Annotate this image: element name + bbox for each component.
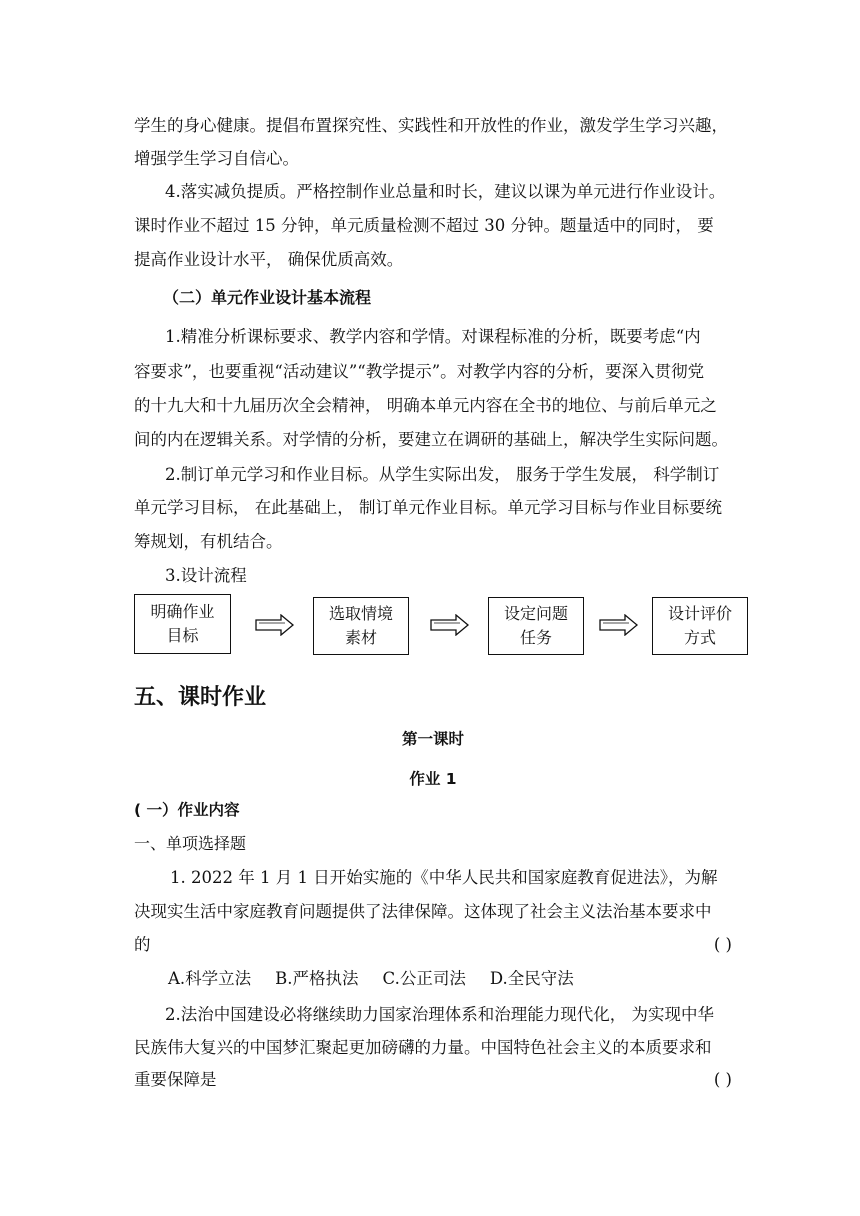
question-1-line: 1. 2022 年 1 月 1 日开始实施的《中华人民共和国家庭教育促进法》，为解	[170, 868, 718, 887]
flow-step-3: 设定问题 任务	[488, 597, 584, 655]
question-2-line: 重要保障是 ( )	[134, 1070, 732, 1089]
part-heading: 一、单项选择题	[134, 834, 247, 853]
item-3-label: 3.设计流程	[165, 566, 247, 585]
option-a: A.科学立法	[168, 969, 252, 988]
item-1-line: 1.精准分析课标要求、教学内容和学情。对课程标准的分析，既要考虑“内	[165, 327, 701, 346]
item-4-line: 提高作业设计水平， 确保优质高效。	[134, 250, 404, 269]
answer-bracket: ( )	[713, 1070, 732, 1089]
item-2-line: 筹规划，有机结合。	[134, 532, 283, 551]
option-b: B.严格执法	[275, 969, 359, 988]
item-2-line: 单元学习目标， 在此基础上， 制订单元作业目标。单元学习目标与作业目标要统	[134, 498, 722, 517]
section-heading: （二）单元作业设计基本流程	[163, 288, 372, 307]
question-2-line: 2.法治中国建设必将继续助力国家治理体系和治理能力现代化， 为实现中华	[165, 1005, 714, 1024]
question-1-line: 决现实生活中家庭教育问题提供了法律保障。这体现了社会主义法治基本要求中	[134, 902, 712, 921]
paragraph-line: 增强学生学习自信心。	[134, 149, 299, 168]
flow-step-1: 明确作业 目标	[134, 594, 231, 654]
question-2-line: 民族伟大复兴的中国梦汇聚起更加磅礴的力量。中国特色社会主义的本质要求和	[134, 1038, 712, 1057]
flow-arrow-icon	[255, 614, 295, 636]
item-4-line: 4.落实减负提质。严格控制作业总量和时长，建议以课为单元进行作业设计。	[165, 182, 726, 201]
question-1-options	[168, 968, 574, 990]
answer-bracket: ( )	[713, 935, 732, 954]
paragraph-line: 学生的身心健康。提倡布置探究性、实践性和开放性的作业，激发学生学习兴趣，	[134, 116, 728, 135]
flow-arrow-icon	[430, 614, 470, 636]
flow-step-4: 设计评价 方式	[652, 597, 748, 655]
item-1-line: 容要求”，也要重视“活动建议”“教学提示”。对教学内容的分析，要深入贯彻党	[134, 362, 705, 381]
option-d: D.全民守法	[489, 969, 574, 988]
item-1-line: 的十九大和十九届历次全会精神， 明确本单元内容在全书的地位、与前后单元之	[134, 396, 717, 415]
option-c: C.公正司法	[382, 969, 466, 988]
item-4-line: 课时作业不超过 15 分钟，单元质量检测不超过 30 分钟。题量适中的同时， 要	[134, 216, 714, 235]
question-1-line: 的 ( )	[134, 935, 732, 954]
item-1-line: 间的内在逻辑关系。对学情的分析，要建立在调研的基础上，解决学生实际问题。	[134, 430, 728, 449]
item-2-line: 2.制订单元学习和作业目标。从学生实际出发， 服务于学生发展， 科学制订	[165, 465, 720, 484]
content-heading: ( 一）作业内容	[134, 801, 240, 819]
homework-title: 作业 1	[409, 770, 457, 788]
lesson-title: 第一课时	[401, 730, 464, 748]
chapter-heading: 五、课时作业	[134, 685, 267, 710]
flow-arrow-icon	[599, 614, 639, 636]
flow-step-2: 选取情境 素材	[313, 597, 409, 655]
